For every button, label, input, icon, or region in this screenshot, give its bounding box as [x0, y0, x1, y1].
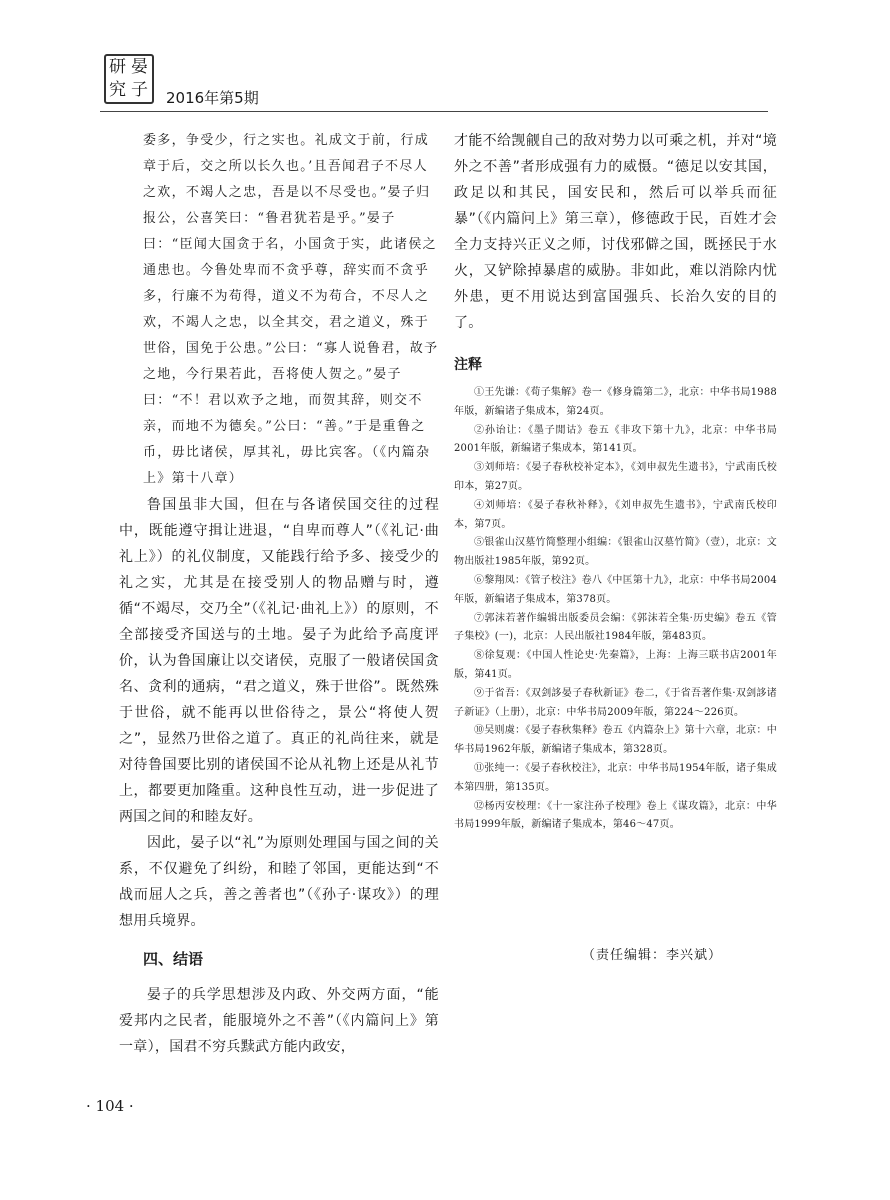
- note-item: ⑫杨丙安校理：《十一家注孙子校理》卷上《谋攻篇》，北京：中华书局1999年版，新编诸子集成本，第46～47页。: [454, 800, 777, 831]
- note-item: ⑤银雀山汉墓竹简整理小组编：《银雀山汉墓竹简》（壹），北京：文物出版社1985年版，第92页。: [454, 537, 777, 568]
- header-rule: [100, 111, 768, 112]
- paragraph: 才能不给觊觎自己的敌对势力以可乘之机，并对“境外之不善”者形成强有力的威慑。“德足以安其国，政足以和其民，国安民和，然后可以举兵而征暴”（《内篇问上》第三章），修德政于民，百姓才会全力支持兴正义之师，讨伐邪僻之国，既拯民于水火，又铲除掉暴虐的威胁。非如此，难以消除内忧外患，更不用说达到富国强兵、长治久安的目的了。: [454, 133, 777, 331]
- logo-char: 晏: [131, 57, 148, 77]
- note-item: ⑨于省吾：《双剑誃晏子春秋新证》卷二，《于省吾著作集·双剑誃诸子新证》（上册），北京：中华书局2009年版，第224～226页。: [454, 687, 777, 718]
- body-text-right: [454, 128, 777, 336]
- page-header: [100, 50, 768, 106]
- paragraph: 因此，晏子以“礼”为原则处理国与国之间的关系，不仅避免了纠纷，和睦了邻国，更能达到“不战而屈人之兵，善之善者也”（《孙子·谋攻》）的理想用兵境界。: [119, 835, 439, 929]
- body-text-left-2: [119, 982, 439, 1060]
- logo-char: 研: [109, 57, 126, 77]
- note-item: ③刘师培：《晏子春秋校补定本》，《刘申叔先生遗书》，宁武南氏校印本，第27页。: [454, 462, 777, 492]
- section-heading: 四、结语: [143, 950, 204, 968]
- body-text-left: [119, 492, 439, 934]
- page-number: · 104 ·: [86, 1097, 134, 1115]
- note-item: ④刘师培：《晏子春秋补释》，《刘申叔先生遗书》，宁武南氏校印本，第7页。: [454, 499, 777, 530]
- logo-char: 究: [109, 80, 126, 100]
- journal-logo: [104, 54, 154, 104]
- logo-char: 子: [131, 80, 148, 100]
- issue-label: 2016年第5期: [166, 89, 259, 107]
- note-item: ⑪张纯一：《晏子春秋校注》，北京：中华书局1954年版，诸子集成本第四册，第135页。: [454, 762, 777, 793]
- right-column: [454, 128, 777, 835]
- note-item: ②孙诒让：《墨子閒诂》卷五《非攻下第十九》，北京：中华书局2001年版，新编诸子集成本，第141页。: [454, 424, 777, 455]
- paragraph: 鲁国虽非大国，但在与各诸侯国交往的过程中，既能遵守揖让进退，“自卑而尊人”（《礼记·曲礼上》）的礼仪制度，又能践行给予多、接受少的礼之实，尤其是在接受别人的物品赠与时，遵循“不竭尽，交乃全”（《礼记·曲礼上》）的原则，不全部接受齐国送与的土地。晏子为此给予高度评价，认为鲁国廉让以交诸侯，克服了一般诸侯国贪名、贪利的通病，“君之道义，殊于世俗”。既然殊于世俗，就不能再以世俗待之，景公“将使人贺之”，显然乃世俗之道了。真正的礼尚往来，就是对待鲁国要比别的诸侯国不论从礼物上还是从礼节上，都要更加隆重。这种良性互动，进一步促进了两国之间的和睦友好。: [119, 497, 439, 825]
- note-item: ①王先谦：《荀子集解》卷一《修身篇第二》，北京：中华书局1988年版，新编诸子集成本，第24页。: [454, 387, 777, 417]
- note-item: ⑩吴则虞：《晏子春秋集释》卷五《内篇杂上》第十六章，北京：中华书局1962年版，新编诸子集成本，第328页。: [454, 725, 777, 756]
- note-item: ⑦郭沫若著作编辑出版委员会编：《郭沫若全集·历史编》卷五《管子集校》(一)，北京：人民出版社1984年版，第483页。: [454, 612, 777, 643]
- note-item: ⑥黎翔凤：《管子校注》卷八《中匡第十九》，北京：中华书局2004年版，新编诸子集成本，第378页。: [454, 574, 777, 605]
- quotation-block: [119, 128, 439, 492]
- responsible-editor: （责任编辑：李兴斌）: [582, 948, 723, 963]
- note-item: ⑧徐复观：《中国人性论史·先秦篇》，上海：上海三联书店2001年版，第41页。: [454, 650, 777, 680]
- quotation-text: 委多，争受少，行之实也。礼成文于前，行成章于后，交之所以长久也。’且吾闻君子不尽人之欢，不竭人之忠，吾是以不尽受也。”晏子归报公，公喜笑曰：“鲁君犹若是乎。”晏子曰：“臣闻大国贪于名，小国贪于实，此诸侯之通患也。今鲁处卑而不贪乎尊，辞实而不贪乎多，行廉不为苟得，道义不为苟合，不尽人之欢，不竭人之忠，以全其交，君之道义，殊于世俗，国免于公患。”公曰：“寡人说鲁君，故予之地，今行果若此，吾将使人贺之。”晏子曰：“不！君以欢予之地，而贺其辞，则交不亲，而地不为德矣。”公曰：“善。”于是重鲁之币，毋比诸侯，厚其礼，毋比宾客。（《内篇杂上》第十八章）: [143, 133, 439, 486]
- paragraph: 晏子的兵学思想涉及内政、外交两方面，“能爱邦内之民者，能服境外之不善”（《内篇问上》第一章），国君不穷兵黩武方能内政安，: [119, 987, 439, 1055]
- notes-list: [454, 384, 777, 835]
- notes-heading: 注释: [454, 357, 482, 373]
- left-column: [119, 128, 439, 1060]
